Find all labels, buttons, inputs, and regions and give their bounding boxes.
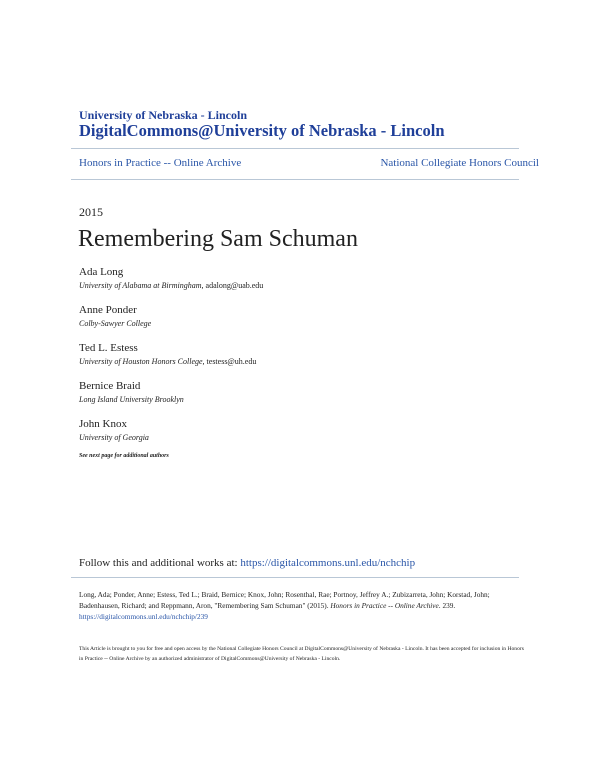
author-name: Anne Ponder (79, 304, 137, 316)
author-name: John Knox (79, 418, 127, 430)
article-permalink[interactable]: https://digitalcommons.unl.edu/nchchip/239 (79, 612, 208, 621)
author-name: Bernice Braid (79, 380, 141, 392)
author-block (79, 304, 151, 328)
author-block (79, 266, 263, 290)
citation-journal: Honors in Practice -- Online Archive (330, 600, 439, 610)
author-email: , adalong@uab.edu (201, 281, 264, 290)
author-block (79, 418, 149, 442)
council-link[interactable]: National Collegiate Honors Council (380, 157, 539, 169)
author-email: , testess@uh.edu (202, 357, 257, 366)
follow-line (79, 557, 415, 569)
author-name: Ted L. Estess (79, 342, 138, 354)
collection-link[interactable]: https://digitalcommons.unl.edu/nchchip (240, 557, 416, 569)
author-affiliation: Colby-Sawyer College (79, 319, 152, 328)
author-block (79, 342, 256, 366)
header-divider-top (71, 148, 519, 149)
access-notice: This Article is brought to you for free and open access by the National Collegiate Honors Council at DigitalCommons@University of Nebraska - Lincoln. It has been accepted for inclusion in Honors in Practice -- Online Archive by an authorized administrator of DigitalCommons@University of Nebraska - Lincoln. (79, 646, 524, 662)
institution-name: University of Nebraska - Lincoln (79, 108, 247, 122)
author-affiliation: University of Alabama at Birmingham, adalong@uab.edu (79, 281, 264, 290)
author-affiliation: Long Island University Brooklyn (79, 395, 184, 404)
author-block (79, 380, 184, 404)
repository-name: DigitalCommons@University of Nebraska - Lincoln (79, 121, 445, 140)
header-divider-bottom (71, 179, 519, 180)
author-affiliation: University of Houston Honors College, testess@uh.edu (79, 357, 257, 366)
archive-link[interactable]: Honors in Practice -- Online Archive (79, 157, 242, 169)
follow-label: Follow this and additional works at: (79, 557, 241, 569)
author-affiliation: University of Georgia (79, 433, 149, 442)
citation: Long, Ada; Ponder, Anne; Estess, Ted L.; Braid, Bernice; Knox, John; Rosenthal, Rae; Portnoy, Jeffrey A.; Zubizarreta, John; Korstad, John; Badenhausen, Richard; and Reppmann, Aron, "Remembering Sam Schuman" (2015). Honors in Practice -- Online Archive. 239. (79, 590, 490, 610)
additional-authors-note: See next page for additional authors (79, 453, 169, 459)
citation-divider (71, 577, 519, 578)
author-name: Ada Long (79, 266, 124, 278)
article-title: Remembering Sam Schuman (78, 226, 358, 252)
publication-year: 2015 (79, 205, 103, 219)
